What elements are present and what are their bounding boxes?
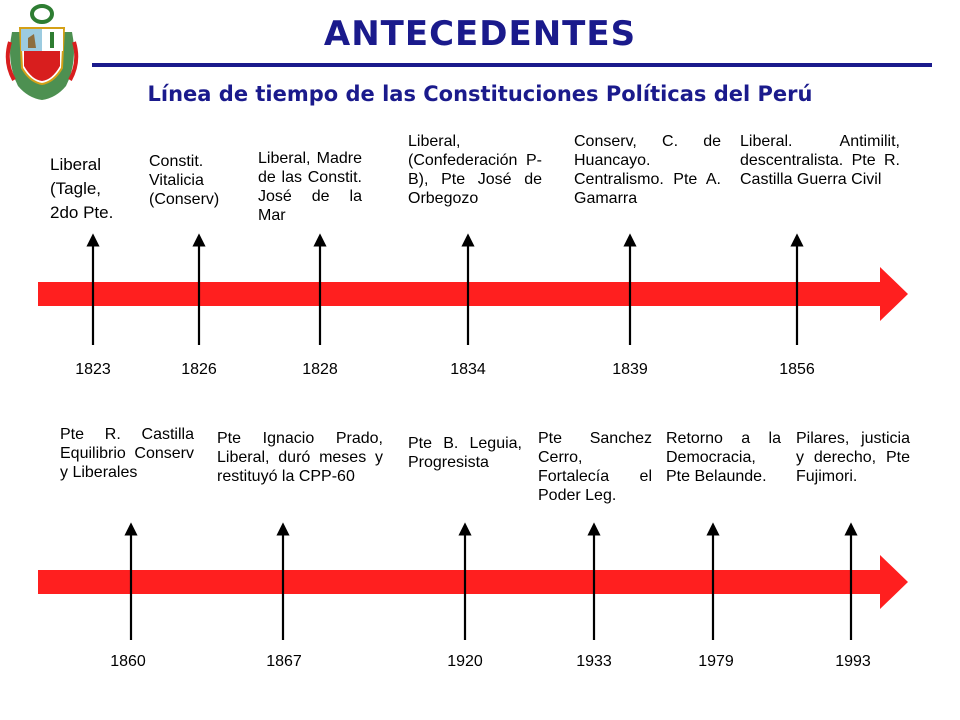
- event-label-1828: Liberal, Madre de las Constit. José de la Mar: [258, 150, 362, 224]
- event-label-1933: Pte Sanchez Cerro, Fortalecía el Poder Leg.: [538, 430, 652, 504]
- year-label-1867: 1867: [266, 653, 302, 670]
- event-label-1839: Conserv, C. de Huancayo. Centralismo. Pte A. Gamarra: [574, 133, 721, 207]
- timeline-bar-bottom: [38, 555, 908, 609]
- year-label-1860: 1860: [110, 653, 146, 670]
- year-label-1856: 1856: [779, 361, 815, 378]
- year-label-1828: 1828: [302, 361, 338, 378]
- year-label-1834: 1834: [450, 361, 486, 378]
- event-label-1920: Pte B. Leguia, Progresista: [408, 435, 522, 471]
- event-label-1823: Liberal (Tagle, 2do Pte.: [50, 155, 114, 222]
- page-subtitle: Línea de tiempo de las Constituciones Políticas del Perú: [147, 82, 813, 106]
- event-label-1867: Pte Ignacio Prado, Liberal, duró meses y restituyó la CPP-60: [217, 430, 383, 485]
- year-label-1823: 1823: [75, 361, 111, 378]
- event-label-1860: Pte R. Castilla Equilibrio Conserv y Liberales: [60, 426, 194, 481]
- year-label-1979: 1979: [698, 653, 734, 670]
- event-label-1856: Liberal. Antimilit, descentralista. Pte R. Castilla Guerra Civil: [740, 133, 900, 188]
- event-label-1834: Liberal, (Confederación P-B), Pte José de Orbegozo: [408, 133, 542, 207]
- year-label-1920: 1920: [447, 653, 483, 670]
- timeline-bar-top: [38, 267, 908, 321]
- year-label-1933: 1933: [576, 653, 612, 670]
- event-label-1979: Retorno a la Democracia, Pte Belaunde.: [666, 430, 781, 485]
- year-label-1839: 1839: [612, 361, 648, 378]
- event-label-1993: Pilares, justicia y derecho, Pte Fujimori.: [796, 430, 910, 485]
- year-label-1993: 1993: [835, 653, 871, 670]
- event-label-1826: Constit. Vitalicia (Conserv): [149, 153, 220, 208]
- year-label-1826: 1826: [181, 361, 217, 378]
- page-title: ANTECEDENTES: [323, 14, 637, 54]
